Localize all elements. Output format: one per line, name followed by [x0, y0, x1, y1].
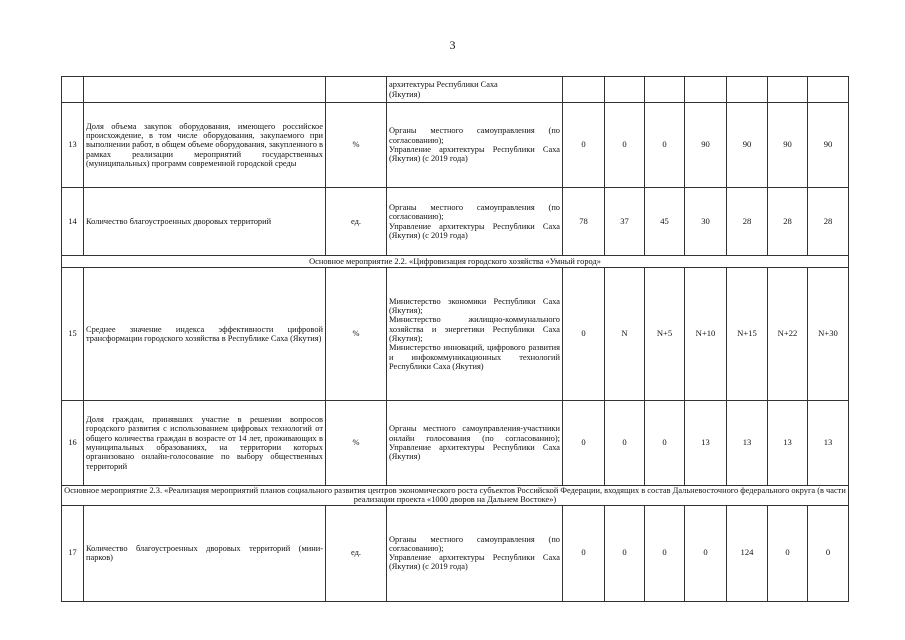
responsible-cell: [387, 188, 563, 256]
responsible-line: Органы местного самоуправления (по согласованию);: [389, 126, 560, 145]
value-cell: 90: [685, 103, 727, 188]
responsible-cell: [387, 401, 563, 486]
value-cell: 45: [645, 188, 685, 256]
value-cell: 13: [808, 401, 849, 486]
responsible-line: архитектуры Республики Саха: [389, 80, 498, 90]
table-row: [62, 103, 849, 188]
responsible-cell: [387, 268, 563, 401]
value-cell: 0: [768, 505, 808, 601]
value-cell: 13: [768, 401, 808, 486]
value-cell: 0: [563, 103, 605, 188]
table-row: [62, 401, 849, 486]
value-cell: 0: [685, 505, 727, 601]
value-cell: 78: [563, 188, 605, 256]
table-row: [62, 188, 849, 256]
responsible-line: Органы местного самоуправления (по согласованию);: [389, 534, 560, 553]
responsible-line: Управление архитектуры Республики Саха (Якутия) (с 2019 года): [389, 553, 560, 572]
responsible-line: Министерство экономики Республики Саха (Якутия);: [389, 296, 560, 316]
unit-cell: [326, 77, 387, 103]
responsible-line: (Якутия): [389, 89, 421, 99]
row-number: 14: [62, 188, 84, 256]
table-row: [62, 268, 849, 401]
responsible-line: Управление архитектуры Республики Саха (Якутия) (с 2019 года): [389, 221, 560, 240]
value-cell: 30: [685, 188, 727, 256]
value-cell: 0: [605, 505, 645, 601]
value-cell: 0: [645, 505, 685, 601]
unit-cell: %: [326, 268, 387, 401]
responsible-cell: [387, 77, 563, 103]
value-cell: 28: [808, 188, 849, 256]
unit-cell: %: [326, 103, 387, 188]
value-cell: 90: [808, 103, 849, 188]
unit-cell: %: [326, 401, 387, 486]
value-cell: N+15: [727, 268, 768, 401]
value-cell: 0: [808, 505, 849, 601]
row-number: 17: [62, 505, 84, 601]
table-body: [62, 77, 849, 602]
responsible-line: Управление архитектуры Республики Саха (Якутия) (с 2019 года): [389, 145, 560, 164]
value-cell: N+22: [768, 268, 808, 401]
indicator-name: Доля объема закупок оборудования, имеющего российское происхождение, в том числе оборудования, закупаемого при выполнении работ, в общем объеме оборудования, закупленного в рамках реализации мероприятий государственных (муниципальных) программ современной городской среды: [84, 103, 326, 188]
value-cell: 90: [727, 103, 768, 188]
value-cell: 90: [768, 103, 808, 188]
value-cell: [808, 77, 849, 103]
value-cell: 124: [727, 505, 768, 601]
value-cell: 37: [605, 188, 645, 256]
row-number: 16: [62, 401, 84, 486]
value-cell: 0: [605, 103, 645, 188]
value-cell: 28: [768, 188, 808, 256]
value-cell: 0: [563, 505, 605, 601]
unit-cell: ед.: [326, 505, 387, 601]
value-cell: [685, 77, 727, 103]
value-cell: N: [605, 268, 645, 401]
unit-cell: ед.: [326, 188, 387, 256]
responsible-line: Органы местного самоуправления (по согласованию);: [389, 202, 560, 222]
table-row: [62, 505, 849, 601]
responsible-cell: [387, 505, 563, 601]
value-cell: [563, 77, 605, 103]
section-row: [62, 486, 849, 506]
value-cell: [768, 77, 808, 103]
value-cell: 0: [605, 401, 645, 486]
page-number: 3: [449, 38, 456, 52]
indicator-name: Количество благоустроенных дворовых территорий (мини-парков): [84, 505, 326, 601]
indicator-name: Количество благоустроенных дворовых территорий: [84, 188, 326, 256]
value-cell: N+5: [645, 268, 685, 401]
value-cell: 0: [645, 103, 685, 188]
indicator-name: [84, 77, 326, 103]
value-cell: 28: [727, 188, 768, 256]
responsible-line: Министерство жилищно-коммунального хозяйства и энергетики Республики Саха (Якутия);: [389, 315, 560, 343]
indicator-name: Доля граждан, принявших участие в решении вопросов городского развития с использованием цифровых технологий от общего количества граждан в возрасте от 14 лет, проживающих в муниципальных образованиях, на территории которых организовано онлайн-голосование по выбору общественных территорий: [84, 401, 326, 486]
row-number: [62, 77, 84, 103]
indicators-table: [61, 76, 849, 602]
value-cell: 0: [645, 401, 685, 486]
row-number: 15: [62, 268, 84, 401]
responsible-line: Министерство инноваций, цифрового развития и инфокоммуникационных технологий Республики Саха (Якутия): [389, 343, 560, 371]
table-row: [62, 77, 849, 103]
value-cell: 13: [685, 401, 727, 486]
value-cell: 13: [727, 401, 768, 486]
value-cell: [727, 77, 768, 103]
row-number: 13: [62, 103, 84, 188]
value-cell: 0: [563, 401, 605, 486]
value-cell: [605, 77, 645, 103]
section-title: Основное мероприятие 2.3. «Реализация мероприятий планов социального развития центров экономического роста субъектов Российской Федерации, входящих в состав Дальневосточного федерального округа (в части реализации проекта «1000 дворов на Дальнем Востоке»): [62, 486, 849, 506]
value-cell: [645, 77, 685, 103]
value-cell: N+30: [808, 268, 849, 401]
section-title: Основное мероприятие 2.2. «Цифровизация городского хозяйства «Умный город»: [62, 256, 849, 268]
indicator-name: Среднее значение индекса эффективности цифровой трансформации городского хозяйства в Республике Саха (Якутия): [84, 268, 326, 401]
section-row: [62, 256, 849, 268]
responsible-line: Органы местного самоуправления-участники онлайн голосования (по согласованию); Управление архитектуры Республики Саха (Якутия): [389, 424, 560, 462]
value-cell: N+10: [685, 268, 727, 401]
responsible-cell: [387, 103, 563, 188]
value-cell: 0: [563, 268, 605, 401]
